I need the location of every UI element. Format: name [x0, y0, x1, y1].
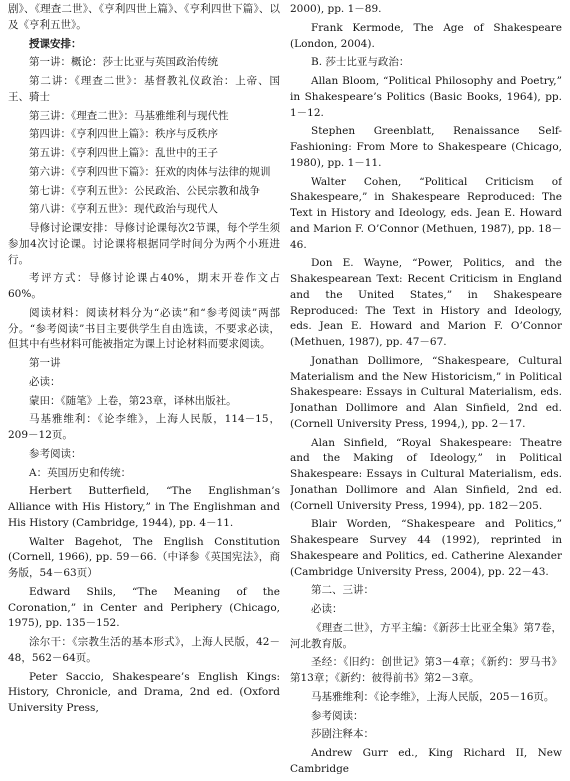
paragraph: 第二讲：《理查二世》：基督教礼仪政治：上帝、国王、骑士: [8, 75, 280, 103]
paragraph: 圣经：《旧约：创世记》第3－4章；《新约：罗马书》第13章；《新约：彼得前书》第2－3章。: [290, 656, 562, 684]
paragraph: 2000), pp. 1－89.: [290, 3, 382, 15]
paragraph: 莎剧注释本：: [311, 728, 374, 741]
paragraph: 第一讲: [29, 357, 61, 369]
paragraph: 第四讲：《亨利四世上篇》：秩序与反秩序: [29, 128, 218, 141]
paragraph: 马基雅维利：《论李维》，上海人民版，205－16页。: [311, 690, 555, 703]
paragraph: 第五讲：《亨利四世上篇》：乱世中的王子: [29, 147, 218, 159]
paragraph: 马基雅维利：《论李维》，上海人民版，114－15，209－12页。: [8, 413, 280, 441]
paragraph: Blair Worden, “Shakespeare and Politics,” Shakespeare Survey 44 (1992), reprinted in Shakespeare and Politics, ed. Catherine Alexander (Cambridge University Press, 2004), pp. 22－43.: [290, 518, 562, 578]
left-column: [8, 2, 280, 720]
paragraph: 蒙田：《随笔》上卷，第23章，译林出版社。: [29, 394, 237, 407]
paragraph: Stephen Greenblatt, Renaissance Self-Fashioning: From More to Shakespeare (Chicago, 1980), pp. 1－11.: [290, 125, 562, 169]
paragraph: 必读：: [311, 603, 343, 615]
paragraph: 阅读材料：阅读材料分为“必读”和“参考阅读”两部分。“参考阅读”书目主要供学生自由选读，不要求必读，但其中有些材料可能被指定为课上讨论材料而要求阅读。: [8, 306, 280, 351]
paragraph: Jonathan Dollimore, “Shakespeare, Cultural Materialism and the New Historicism,” in Political Shakespeare: Essays in Cultural Materialism, eds. Jonathan Dollimore and Alan Sinfield, 2nd ed. (Cornell University Press, 1994,), pp. 2－17.: [290, 354, 562, 430]
paragraph: 第三讲：《理查二世》：马基雅维利与现代性: [29, 109, 229, 122]
paragraph: Alan Sinfield, “Royal Shakespeare: Theatre and the Making of Ideology,” in Political Shakespeare: Essays in Cultural Materialism, eds. Jonathan Dollimore and Alan Sinfield, 2nd ed. (Cornell University Press, 1994), pp. 182－205.: [290, 436, 562, 512]
paragraph: Frank Kermode, The Age of Shakespeare (London, 2004).: [290, 21, 562, 50]
paragraph: Walter Bagehot, The English Constitution (Cornell, 1966), pp. 59－66.（中译参《英国宪法》，商务版，54－63页）: [8, 535, 280, 579]
paragraph: 考评方式：导修讨论课占40%，期末开卷作文占60%。: [8, 272, 280, 300]
paragraph: Herbert Butterfield, “The Englishman’s Alliance with His History,” in The Englishman and His History (Cambridge, 1944), pp. 4－11.: [8, 485, 280, 529]
paragraph: Edward Shils, “The Meaning of the Coronation,” in Center and Periphery (Chicago, 1975), pp. 135－152.: [8, 585, 280, 630]
paragraph: 涂尔干：《宗教生活的基本形式》，上海人民版，42－48，562－64页。: [8, 636, 280, 664]
paragraph: Andrew Gurr ed., King Richard II, New Cambridge: [290, 747, 562, 775]
paragraph: 第二、三讲：: [311, 584, 374, 597]
paragraph: 第七讲：《亨利五世》：公民政治、公民宗教和战争: [29, 184, 260, 197]
paragraph: A：英国历史和传统：: [29, 466, 132, 479]
paragraph: 第八讲：《亨利五世》：现代政治与现代人: [29, 203, 218, 216]
paragraph: Allan Bloom, “Political Philosophy and Poetry,” in Shakespeare’s Politics (Basic Books, 1964), pp. 1－12.: [290, 75, 562, 119]
paragraph: Walter Cohen, “Political Criticism of Shakespeare,” in Shakespeare Reproduced: The Text in History and Ideology, eds. Jean E. Howard and Marion F. O’Connor (Methuen, 1987), pp. 18－46.: [290, 175, 562, 251]
paragraph: 《理查二世》，方平主编：《新莎士比亚全集》第7卷，河北教育版。: [290, 621, 562, 650]
paragraph: Don E. Wayne, “Power, Politics, and the Shakespearean Text: Recent Criticism in England and the United States,” in Shakespeare Reproduced: The Text in History and Ideology, eds. Jean E. Howard and Marion F. O’Connor (Methuen, 1987), pp. 47－67.: [290, 257, 562, 348]
paragraph: 第六讲：《亨利四世下篇》：狂欢的肉体与法律的规训: [29, 165, 271, 178]
right-column: [290, 2, 562, 781]
paragraph: 剧》、《理查二世》、《亨利四世上篇》、《亨利四世下篇》、以及《亨利五世》。: [8, 3, 280, 31]
paragraph: B. 莎士比亚与政治：: [311, 56, 410, 69]
paragraph: 导修讨论课安排：导修讨论课每次2节课，每个学生须参加4次讨论课。讨论课将根据同学时间分为两个小班进行。: [8, 222, 280, 266]
paragraph: 必读：: [29, 375, 61, 388]
paragraph: Peter Saccio, Shakespeare’s English Kings: History, Chronicle, and Drama, 2nd ed. (Oxford University Press,: [8, 670, 280, 714]
paragraph: 参考阅读：: [311, 709, 364, 722]
paragraph: 参考阅读：: [29, 447, 82, 460]
section-heading: 授课安排：: [29, 37, 82, 50]
paragraph: 第一讲：概论：莎士比亚与英国政治传统: [29, 56, 218, 69]
